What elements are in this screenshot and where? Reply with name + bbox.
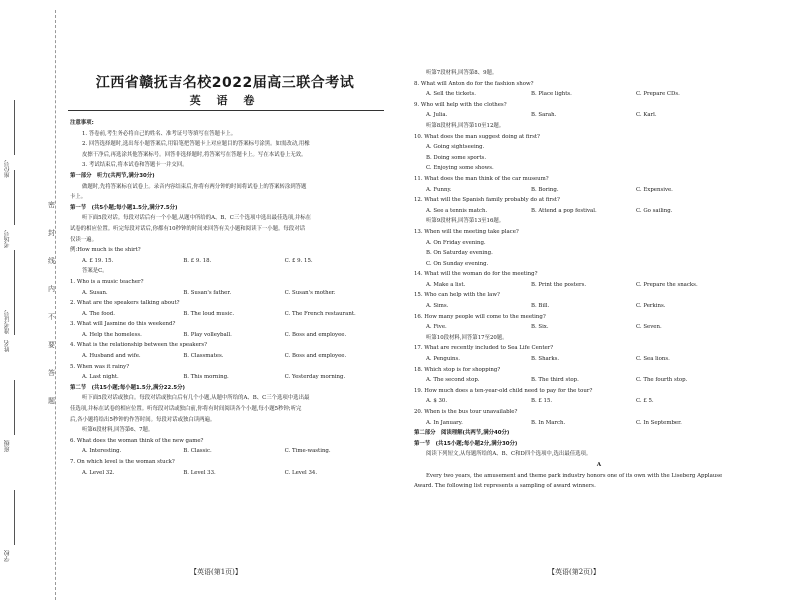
question-options: [414, 206, 784, 217]
option-c: C. Expensive.: [636, 186, 673, 193]
seal-char: 题: [48, 397, 55, 405]
section2-title: 第二节 (共15小题;每小题1.5分,满分22.5分): [70, 384, 185, 391]
option-a: A. £ 19. 15.: [82, 257, 114, 264]
option-c: C. Boss and employee.: [284, 331, 347, 338]
question: 19. How much does a ten-year-old child need to pay for the tour?: [414, 387, 593, 394]
question-option: A. Going sightseeing.: [426, 144, 485, 151]
part2-title: 第二部分 阅读理解(共两节,满分40分): [414, 430, 510, 437]
seal-char: 密: [48, 201, 55, 209]
option-a: A. The food.: [82, 310, 115, 317]
question-option: A. On Friday evening.: [426, 239, 486, 246]
question: 10. What does the man suggest doing at first?: [414, 133, 540, 140]
gutter-field: 姓名: [4, 340, 11, 352]
option-b: B. Classic.: [183, 448, 212, 455]
question: 13. When will the meeting take place?: [414, 228, 519, 235]
question: 15. Who can help with the law?: [414, 292, 500, 299]
gutter-field: 座位号: [4, 160, 11, 178]
part1-title: 第一部分 听力(共两节,满分30分): [70, 172, 155, 179]
option-c: C. Yesterday morning.: [284, 374, 346, 381]
left-column: [70, 118, 386, 478]
question: 1. Who is a music teacher?: [70, 278, 144, 285]
section1-intro-line: 听下面5段对话。每段对话后有一个小题,从题中所给的A、B、C三个选项中选出最佳选项,并标在: [82, 215, 312, 222]
option-b: B. Play volleyball.: [183, 331, 232, 338]
part1-intro-line: 做题时,先将答案标在试卷上。录音内容结束后,你将有两分钟的时间将试卷上的答案转涂到答题: [82, 183, 307, 190]
option-b: B. Attend a pop festival.: [531, 207, 597, 214]
option-a: A. In January.: [426, 419, 463, 426]
title-divider: [68, 110, 384, 111]
question: 6. What does the woman think of the new game?: [70, 437, 204, 444]
part2-section1-title: 第一节 (共15小题;每小题2分,满分30分): [414, 440, 518, 447]
question-options: [414, 375, 784, 386]
section1-intro-line: 仅读一遍。: [70, 236, 97, 243]
option-b: B. Bill.: [531, 303, 550, 310]
question-options: [414, 110, 784, 121]
option-c: C. In September.: [636, 419, 682, 426]
question: 3. What will Jasmine do this weekend?: [70, 321, 176, 328]
option-a: A. The second stop.: [426, 377, 480, 384]
option-c: C. £ 5.: [636, 398, 654, 405]
question-options: [70, 309, 386, 320]
question: 4. What is the relationship between the speakers?: [70, 342, 207, 349]
example-answer: 答案是C。: [82, 268, 108, 275]
gutter-blank-line: [14, 170, 15, 225]
question-options: [70, 288, 386, 299]
part2-intro: 阅读下列短文,从每题所给的A、B、C和D四个选项中,选出最佳选项。: [426, 451, 592, 458]
material-instruction: 听第7段材料,回答第8、9题。: [426, 70, 498, 76]
question-options: [70, 330, 386, 341]
notice-line: 2. 回答选择题时,选出每小题答案后,用铅笔把答题卡上对应题目的答案标号涂黑。如需改动,用橡: [82, 141, 310, 148]
option-c: C. Time-wasting.: [284, 448, 331, 455]
option-a: A. Last night.: [82, 374, 119, 381]
gutter-blank-line: [14, 100, 15, 155]
option-b: B. £ 9. 18.: [183, 257, 212, 264]
material-instruction: 听第10段材料,回答第17至20题。: [426, 334, 508, 341]
option-a: A. $ 30.: [426, 398, 448, 405]
option-c: C. Perkins.: [636, 303, 666, 310]
seal-char: 要: [48, 341, 55, 349]
question-options: [414, 322, 784, 333]
option-c: C. Karl.: [636, 112, 657, 119]
right-page: [400, 0, 794, 606]
gutter-field: 准考证号: [4, 310, 11, 334]
passage-line: Every two years, the amusement and theme park industry honors one of its own with the Liseberg Applause: [426, 472, 723, 479]
question: 8. What will Anton do for the fashion show?: [414, 80, 534, 87]
gutter-blank-line: [14, 490, 15, 545]
seal-char: 封: [48, 229, 55, 237]
option-b: B. Susan's father.: [183, 289, 232, 296]
question-option: B. Doing some sports.: [426, 154, 487, 161]
option-c: C. Level 34.: [284, 469, 318, 476]
question-options: [70, 351, 386, 362]
option-a: A. Help the homeless.: [82, 331, 142, 338]
right-column: [414, 68, 784, 492]
option-c: C. Go sailing.: [636, 207, 673, 214]
section2-intro-line: 佳选项,并标在试卷的相应位置。听每段对话或独白前,你将有时间阅读各个小题,每小题5秒钟;听完: [70, 406, 302, 413]
option-b: B. Place lights.: [531, 91, 572, 98]
question-options: [414, 185, 784, 196]
option-a: A. Five.: [426, 324, 447, 331]
question: 9. Who will help with the clothes?: [414, 101, 507, 108]
passage-line: Award. The following list represents a sampling of award winners.: [414, 483, 596, 490]
question: 20. When is the bus tour unavailable?: [414, 409, 518, 415]
question-options: [414, 280, 784, 291]
option-c: C. Seven.: [636, 324, 662, 331]
right-footer: 【英语(第2页)】: [548, 568, 600, 576]
option-a: A. Husband and wife.: [82, 353, 141, 360]
option-b: B. Six.: [531, 324, 549, 331]
section2-intro-line: 后,各小题将给出5秒钟的作答时间。每段对话或独白读两遍。: [70, 416, 216, 423]
option-c: C. The fourth stop.: [636, 377, 688, 384]
option-a: A. Sell the tickets.: [426, 91, 476, 98]
question-options: [70, 372, 386, 383]
seal-char: 不: [48, 313, 55, 321]
section1-title: 第一节 (共5小题;每小题1.5分,满分7.5分): [70, 204, 178, 211]
gutter-blank-line: [14, 380, 15, 435]
question-options: [70, 468, 386, 479]
question-options: [414, 301, 784, 312]
option-b: B. Sharks.: [531, 356, 560, 363]
section2-intro-line: 听下面5段对话或独白。每段对话或独白后有几个小题,从题中所给的A、B、C三个选项中选出最: [82, 395, 310, 402]
gutter-field: 班级: [4, 440, 11, 452]
option-c: C. Boss and employee.: [284, 353, 347, 360]
question: 14. What will the woman do for the meeting?: [414, 271, 538, 278]
option-a: A. Interesting.: [82, 448, 122, 455]
material-instruction: 听第8段材料,回答第10至12题。: [426, 122, 505, 129]
question: 17. What are recently included to Sea Life Center?: [414, 345, 554, 352]
option-b: B. Print the posters.: [531, 281, 587, 288]
option-b: B. Boring.: [531, 186, 559, 193]
left-footer: 【英语(第1页)】: [190, 568, 242, 576]
question-options: [414, 89, 784, 100]
question: 12. What will the Spanish family probably do at first?: [414, 197, 560, 204]
notice-line: 皮擦干净后,再选涂其他答案标号。回答非选择题时,将答案写在答题卡上。写在本试卷上无效。: [82, 151, 307, 158]
option-c: C. Susan's mother.: [284, 289, 336, 296]
question: 18. Which stop is for shopping?: [414, 366, 501, 373]
option-c: C. Prepare CDs.: [636, 91, 680, 98]
example-options: [70, 256, 386, 267]
option-b: B. In March.: [531, 419, 566, 426]
option-b: B. Classmates.: [183, 353, 224, 360]
section1-intro-line: 试卷的相应位置。听完每段对话后,你都有10秒钟的时间来回答有关小题和阅读下一小题。每段对话: [70, 225, 305, 232]
notice-line: 3. 考试结束后,将本试卷和答题卡一并交回。: [82, 162, 188, 169]
question: 2. What are the speakers talking about?: [70, 300, 180, 307]
question: 16. How many people will come to the meeting?: [414, 313, 546, 320]
option-b: B. Level 33.: [183, 469, 216, 476]
option-b: B. This morning.: [183, 374, 229, 381]
option-c: C. £ 9. 15.: [284, 257, 313, 264]
option-a: A. Funny.: [426, 186, 452, 193]
question-option: C. On Sunday evening.: [426, 260, 489, 267]
notice-line: 1. 答卷前,考生务必将自己的姓名、准考证号等填写在答题卡上。: [82, 130, 237, 137]
passage-label: A: [596, 461, 602, 468]
question-options: [70, 446, 386, 457]
question-option: B. On Saturday evening.: [426, 250, 493, 257]
gutter-field: 学校: [4, 550, 11, 562]
material-instruction: 听第6段材料,回答第6、7题。: [82, 427, 154, 434]
gutter-blank-line: [14, 250, 15, 305]
option-b: B. Sarah.: [531, 112, 557, 119]
seal-char: 内: [48, 285, 55, 293]
option-c: C. Prepare the snacks.: [636, 281, 698, 288]
option-a: A. Penguins.: [426, 356, 460, 363]
exam-subject: 英 语 卷: [189, 94, 261, 107]
option-b: B. The third stop.: [531, 377, 579, 384]
option-c: C. Sea lions.: [636, 356, 670, 363]
option-c: C. The French restaurant.: [284, 310, 356, 317]
question: 7. On which level is the woman stuck?: [70, 459, 175, 465]
question-option: C. Enjoying some shows.: [426, 165, 494, 172]
seal-char: 答: [48, 369, 55, 377]
question: 11. What does the man think of the car museum?: [414, 175, 549, 182]
part1-intro-line: 卡上。: [70, 194, 87, 201]
option-a: A. Susan.: [82, 289, 108, 296]
material-instruction: 听第9段材料,回答第13至16题。: [426, 218, 505, 225]
option-a: A. Julia.: [426, 112, 448, 119]
gutter-field: 考场号: [4, 230, 11, 248]
option-a: A. Level 32.: [82, 469, 115, 476]
question-options: [414, 418, 784, 429]
exam-title: 江西省赣抚吉名校2022届高三联合考试: [95, 75, 355, 91]
option-a: A. See a tennis match.: [426, 207, 488, 214]
notice-title: 注意事项:: [70, 120, 94, 126]
question-options: [414, 354, 784, 365]
option-b: B. The loud music.: [183, 310, 235, 317]
example-question: 例:How much is the shirt?: [70, 247, 141, 254]
option-a: A. Make a list.: [426, 281, 466, 288]
seal-char: 线: [48, 257, 55, 265]
binding-gutter: [0, 10, 56, 600]
question: 5. When was it rainy?: [70, 363, 130, 370]
question-options: [414, 396, 784, 407]
option-b: B. £ 15.: [531, 398, 553, 405]
option-a: A. Sims.: [426, 303, 449, 310]
